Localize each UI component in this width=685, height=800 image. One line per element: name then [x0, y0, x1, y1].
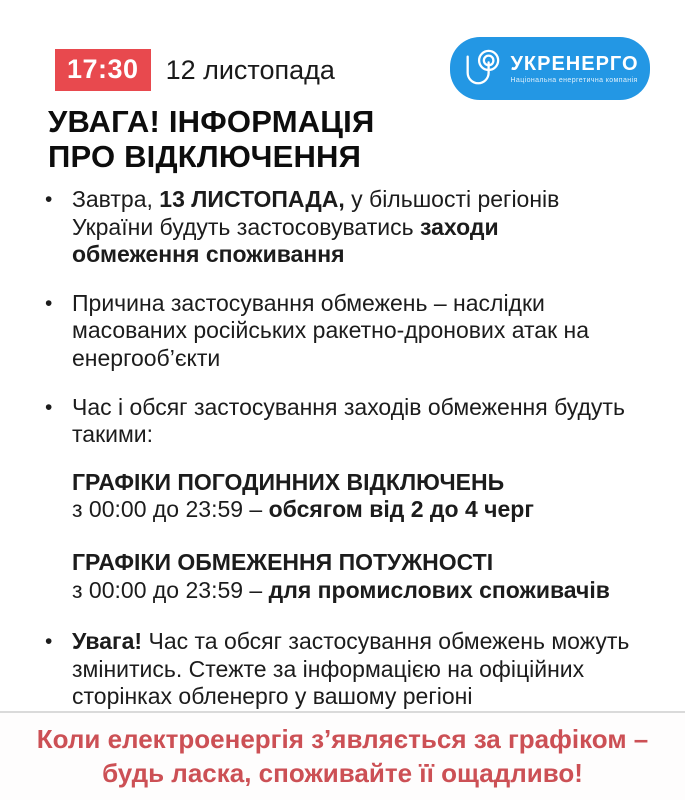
bullet-marker: •	[45, 291, 53, 315]
bullet-time-scope	[45, 394, 630, 449]
schedule-detail: з 00:00 до 23:59 – для промислових споживачів	[72, 576, 610, 603]
bullet-reason	[45, 290, 630, 373]
logo-text	[510, 54, 638, 84]
schedule-header: ГРАФІКИ ОБМЕЖЕННЯ ПОТУЖНОСТІ	[72, 548, 494, 575]
time-date-row	[55, 49, 335, 91]
title-line-1: УВАГА! ІНФОРМАЦІЯ	[48, 104, 375, 139]
bullet-marker: •	[45, 188, 53, 212]
header	[0, 0, 685, 100]
ukrenergo-logo	[450, 37, 650, 100]
page-title	[48, 104, 645, 174]
ukrenergo-leaf-icon	[461, 48, 501, 90]
bullet-attention-note	[45, 628, 630, 711]
bullet-marker: •	[45, 630, 53, 654]
bullet-text: Час і обсяг застосування заходів обмеження будуть такими:	[72, 393, 625, 448]
bullet-text: Увага! Час та обсяг застосування обмежень можуть змінитись. Стежте за інформацією на офіційних сторінках обленерго у вашому регіоні	[72, 628, 630, 710]
title-line-2: ПРО ВІДКЛЮЧЕННЯ	[48, 139, 362, 175]
footer-line-1: Коли електроенергія з’являється за графіком –	[36, 723, 649, 754]
date-label: 12 листопада	[165, 54, 335, 85]
schedule-hourly-outages	[72, 469, 630, 524]
logo-company-name: УКРЕНЕРГО	[510, 52, 639, 75]
schedule-detail: з 00:00 до 23:59 – обсягом від 2 до 4 черг	[72, 496, 534, 523]
footer-line-2: будь ласка, споживайте її ощадливо!	[102, 757, 583, 788]
bullet-text: Причина застосування обмежень – наслідки масованих російських ракетно-дронових атак на енергооб’єкти	[72, 289, 590, 371]
schedule-capacity-limits	[72, 549, 630, 604]
schedule-header: ГРАФІКИ ПОГОДИННИХ ВІДКЛЮЧЕНЬ	[72, 468, 505, 495]
footer-banner	[0, 711, 685, 800]
announcement-body	[0, 186, 685, 711]
logo-tagline: Національна енергетична компанія	[510, 76, 638, 84]
bullet-marker: •	[45, 395, 53, 419]
bullet-restrictions-tomorrow	[45, 186, 630, 269]
time-badge: 17:30	[55, 49, 151, 91]
bullet-text: Завтра, 13 ЛИСТОПАДА, у більшості регіонів України будуть застосовуватись заходи обмеження споживання	[72, 186, 560, 268]
